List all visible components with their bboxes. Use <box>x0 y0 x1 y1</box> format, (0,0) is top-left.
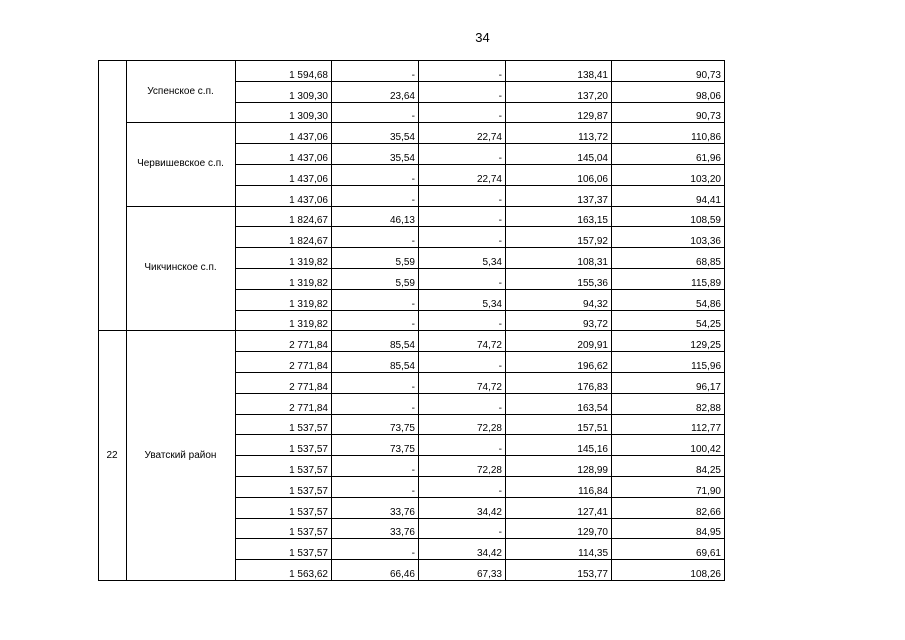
value-col-1: 1 537,57 <box>236 414 332 435</box>
value-col-3: - <box>419 476 506 497</box>
row-number-cell: 22 <box>99 331 127 581</box>
value-col-4: 137,37 <box>506 185 612 206</box>
value-col-4: 145,16 <box>506 435 612 456</box>
value-col-5: 108,26 <box>612 560 725 581</box>
value-col-2: - <box>332 393 419 414</box>
value-col-2: - <box>332 456 419 477</box>
settlement-name-cell: Успенское с.п. <box>127 61 236 123</box>
value-col-3: - <box>419 227 506 248</box>
value-col-5: 96,17 <box>612 372 725 393</box>
value-col-1: 2 771,84 <box>236 352 332 373</box>
value-col-1: 1 563,62 <box>236 560 332 581</box>
value-col-2: - <box>332 476 419 497</box>
value-col-2: 35,54 <box>332 144 419 165</box>
value-col-1: 1 437,06 <box>236 185 332 206</box>
value-col-4: 108,31 <box>506 248 612 269</box>
value-col-3: 22,74 <box>419 123 506 144</box>
value-col-2: - <box>332 372 419 393</box>
value-col-1: 2 771,84 <box>236 372 332 393</box>
value-col-2: - <box>332 310 419 331</box>
value-col-3: - <box>419 393 506 414</box>
value-col-4: 163,54 <box>506 393 612 414</box>
value-col-3: 34,42 <box>419 539 506 560</box>
value-col-2: - <box>332 185 419 206</box>
value-col-3: - <box>419 206 506 227</box>
settlement-name-cell: Чикчинское с.п. <box>127 206 236 331</box>
tariff-table <box>98 60 725 581</box>
value-col-5: 54,86 <box>612 289 725 310</box>
value-col-5: 54,25 <box>612 310 725 331</box>
value-col-3: - <box>419 81 506 102</box>
value-col-4: 116,84 <box>506 476 612 497</box>
value-col-5: 129,25 <box>612 331 725 352</box>
value-col-2: 23,64 <box>332 81 419 102</box>
value-col-1: 1 537,57 <box>236 497 332 518</box>
value-col-1: 1 537,57 <box>236 435 332 456</box>
value-col-2: 35,54 <box>332 123 419 144</box>
value-col-2: 5,59 <box>332 248 419 269</box>
value-col-3: - <box>419 518 506 539</box>
value-col-2: 85,54 <box>332 352 419 373</box>
value-col-3: 74,72 <box>419 331 506 352</box>
value-col-1: 1 319,82 <box>236 248 332 269</box>
row-number-cell <box>99 61 127 331</box>
table-row <box>99 206 725 227</box>
value-col-5: 69,61 <box>612 539 725 560</box>
page-number: 34 <box>475 30 490 45</box>
value-col-5: 90,73 <box>612 61 725 82</box>
value-col-4: 137,20 <box>506 81 612 102</box>
value-col-3: 22,74 <box>419 164 506 185</box>
value-col-2: 33,76 <box>332 518 419 539</box>
value-col-1: 1 437,06 <box>236 144 332 165</box>
value-col-1: 1 824,67 <box>236 227 332 248</box>
value-col-1: 1 594,68 <box>236 61 332 82</box>
table-row <box>99 331 725 352</box>
value-col-5: 115,96 <box>612 352 725 373</box>
value-col-5: 110,86 <box>612 123 725 144</box>
value-col-3: - <box>419 352 506 373</box>
value-col-5: 84,25 <box>612 456 725 477</box>
value-col-1: 1 537,57 <box>236 539 332 560</box>
value-col-5: 71,90 <box>612 476 725 497</box>
value-col-1: 1 437,06 <box>236 164 332 185</box>
value-col-1: 1 437,06 <box>236 123 332 144</box>
value-col-1: 2 771,84 <box>236 331 332 352</box>
value-col-1: 1 309,30 <box>236 81 332 102</box>
value-col-4: 128,99 <box>506 456 612 477</box>
value-col-5: 98,06 <box>612 81 725 102</box>
value-col-2: - <box>332 539 419 560</box>
value-col-1: 1 537,57 <box>236 476 332 497</box>
value-col-3: 72,28 <box>419 414 506 435</box>
value-col-3: 34,42 <box>419 497 506 518</box>
value-col-4: 163,15 <box>506 206 612 227</box>
value-col-3: 74,72 <box>419 372 506 393</box>
value-col-5: 84,95 <box>612 518 725 539</box>
value-col-4: 138,41 <box>506 61 612 82</box>
value-col-3: - <box>419 185 506 206</box>
value-col-5: 82,66 <box>612 497 725 518</box>
value-col-1: 1 319,82 <box>236 289 332 310</box>
value-col-1: 1 537,57 <box>236 456 332 477</box>
table-row <box>99 61 725 82</box>
value-col-4: 196,62 <box>506 352 612 373</box>
value-col-4: 209,91 <box>506 331 612 352</box>
value-col-3: - <box>419 268 506 289</box>
table-row <box>99 123 725 144</box>
value-col-4: 157,92 <box>506 227 612 248</box>
value-col-4: 127,41 <box>506 497 612 518</box>
value-col-5: 112,77 <box>612 414 725 435</box>
value-col-5: 61,96 <box>612 144 725 165</box>
value-col-3: 5,34 <box>419 248 506 269</box>
value-col-3: 72,28 <box>419 456 506 477</box>
value-col-1: 1 309,30 <box>236 102 332 123</box>
value-col-5: 108,59 <box>612 206 725 227</box>
value-col-3: 67,33 <box>419 560 506 581</box>
value-col-2: - <box>332 102 419 123</box>
value-col-5: 103,20 <box>612 164 725 185</box>
value-col-3: - <box>419 144 506 165</box>
value-col-4: 176,83 <box>506 372 612 393</box>
value-col-2: 85,54 <box>332 331 419 352</box>
value-col-2: - <box>332 164 419 185</box>
value-col-4: 155,36 <box>506 268 612 289</box>
value-col-1: 1 537,57 <box>236 518 332 539</box>
value-col-3: - <box>419 435 506 456</box>
value-col-4: 114,35 <box>506 539 612 560</box>
value-col-4: 129,70 <box>506 518 612 539</box>
value-col-1: 1 319,82 <box>236 268 332 289</box>
value-col-4: 93,72 <box>506 310 612 331</box>
value-col-5: 68,85 <box>612 248 725 269</box>
value-col-5: 94,41 <box>612 185 725 206</box>
value-col-5: 90,73 <box>612 102 725 123</box>
value-col-2: 73,75 <box>332 414 419 435</box>
value-col-1: 1 824,67 <box>236 206 332 227</box>
value-col-4: 157,51 <box>506 414 612 435</box>
value-col-4: 106,06 <box>506 164 612 185</box>
value-col-3: - <box>419 61 506 82</box>
value-col-5: 82,88 <box>612 393 725 414</box>
value-col-2: - <box>332 289 419 310</box>
region-name-cell: Уватский район <box>127 331 236 581</box>
value-col-2: 66,46 <box>332 560 419 581</box>
value-col-4: 94,32 <box>506 289 612 310</box>
value-col-3: 5,34 <box>419 289 506 310</box>
value-col-3: - <box>419 102 506 123</box>
value-col-2: - <box>332 61 419 82</box>
value-col-2: 73,75 <box>332 435 419 456</box>
value-col-4: 153,77 <box>506 560 612 581</box>
value-col-4: 129,87 <box>506 102 612 123</box>
value-col-3: - <box>419 310 506 331</box>
value-col-1: 1 319,82 <box>236 310 332 331</box>
settlement-name-cell: Червишевское с.п. <box>127 123 236 206</box>
value-col-4: 145,04 <box>506 144 612 165</box>
value-col-2: 46,13 <box>332 206 419 227</box>
value-col-2: - <box>332 227 419 248</box>
value-col-1: 2 771,84 <box>236 393 332 414</box>
value-col-5: 103,36 <box>612 227 725 248</box>
value-col-5: 100,42 <box>612 435 725 456</box>
value-col-2: 33,76 <box>332 497 419 518</box>
value-col-2: 5,59 <box>332 268 419 289</box>
value-col-5: 115,89 <box>612 268 725 289</box>
value-col-4: 113,72 <box>506 123 612 144</box>
